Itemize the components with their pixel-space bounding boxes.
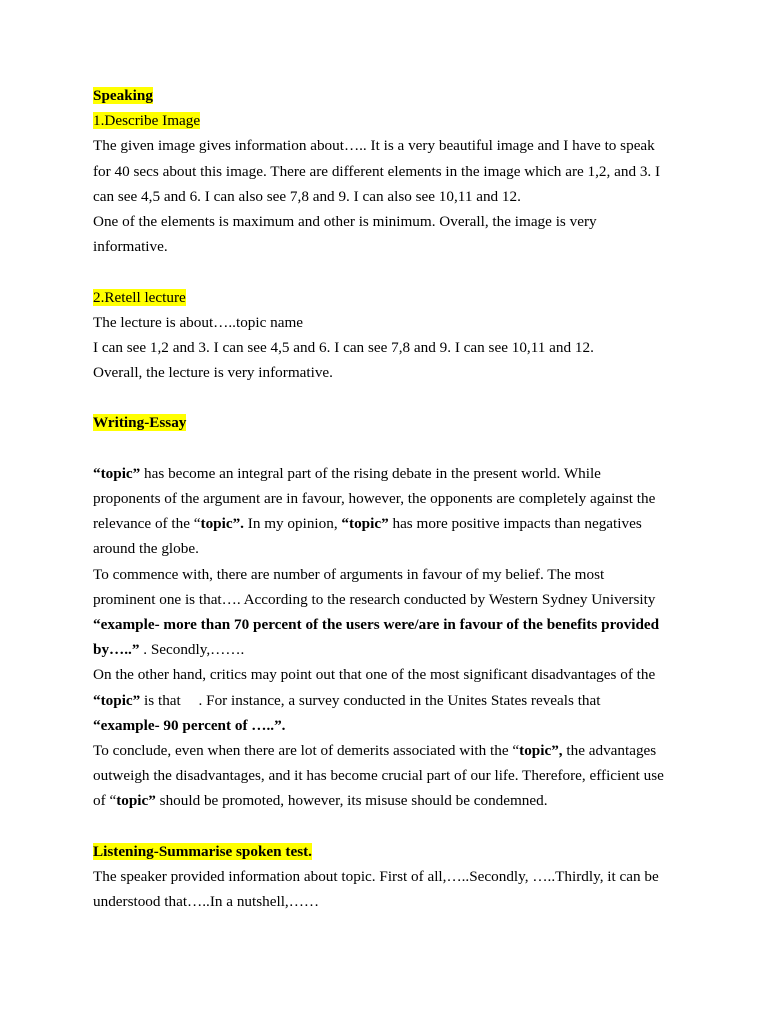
retell-lecture-title: 2.Retell lecture — [93, 288, 186, 306]
topic-bold: “topic” — [341, 515, 389, 533]
spacer — [93, 436, 683, 461]
essay-text: . For instance, a survey conducted in the Unites States reveals that — [198, 691, 601, 709]
essay-text: should be promoted, however, its misuse should be condemned. — [155, 792, 548, 810]
essay-line: On the other hand, critics may point out that one of the most significant disadvantages of the — [93, 666, 656, 684]
essay-text: . Secondly,……. — [139, 641, 245, 659]
listening-line: The speaker provided information about topic. First of all,…..Secondly, …..Thirdly, it can be — [93, 867, 659, 885]
essay-line — [93, 788, 683, 813]
essay-text: of “ — [93, 792, 117, 810]
essay-line — [93, 511, 683, 536]
retell-lecture-line: Overall, the lecture is very informative. — [93, 364, 333, 382]
describe-image-title: 1.Describe Image — [93, 112, 201, 130]
essay-line — [93, 738, 683, 763]
describe-image-line: informative. — [93, 238, 168, 256]
retell-lecture-line: The lecture is about…..topic name — [93, 313, 304, 331]
essay-line: proponents of the argument are in favour, however, the opponents are completely against the — [93, 490, 656, 507]
section-heading-speaking — [93, 83, 683, 108]
essay-line: prominent one is that…. According to the research conducted by Western Sydney University — [93, 590, 656, 608]
essay-text: the advantages — [562, 741, 657, 759]
describe-image-line: One of the elements is maximum and other is minimum. Overall, the image is very — [93, 212, 597, 230]
essay-line: around the globe. — [93, 540, 199, 558]
essay-line: outweigh the disadvantages, and it has become crucial part of our life. Therefore, efficient use — [93, 767, 664, 785]
spacer — [93, 813, 683, 838]
essay-line: To commence with, there are number of arguments in favour of my belief. The most — [93, 565, 605, 583]
describe-image-line: can see 4,5 and 6. I can also see 7,8 and 9. I can also see 10,11 and 12. — [93, 187, 521, 205]
spacer — [93, 385, 683, 410]
listening-line: understood that…..In a nutshell,…… — [93, 893, 320, 910]
essay-text: To conclude, even when there are lot of demerits associated with the “ — [93, 741, 520, 759]
essay-text: relevance of the “ — [93, 515, 201, 533]
listening-heading: Listening-Summarise spoken test. — [93, 842, 312, 860]
topic-bold: topic” — [116, 792, 156, 810]
essay-example-line: “example- 90 percent of …..”. — [93, 716, 286, 734]
example-bold: by…..” — [93, 641, 140, 659]
topic-bold: “topic” — [93, 464, 141, 482]
speaking-heading: Speaking — [93, 87, 153, 104]
topic-bold: topic”, — [519, 741, 563, 759]
retell-lecture-line: I can see 1,2 and 3. I can see 4,5 and 6. I can see 7,8 and 9. I can see 10,11 and 12. — [93, 338, 594, 356]
section-heading-listening — [93, 839, 683, 864]
essay-text: is that — [140, 691, 185, 709]
describe-image-line: for 40 secs about this image. There are different elements in the image which are 1,2, and 3. I — [93, 162, 661, 180]
writing-heading: Writing-Essay — [93, 414, 187, 432]
topic-bold: topic”. — [200, 515, 244, 533]
essay-text: In my opinion, — [243, 515, 342, 533]
section-heading-writing — [93, 410, 683, 435]
essay-line — [93, 637, 683, 662]
topic-bold: “topic” — [93, 691, 141, 709]
document-page — [93, 83, 683, 914]
subheading-describe-image — [93, 108, 683, 133]
subheading-retell-lecture — [93, 285, 683, 310]
essay-text: has more positive impacts than negatives — [388, 515, 642, 533]
essay-text: has become an integral part of the rising debate in the present world. While — [140, 464, 601, 482]
essay-example-line: “example- more than 70 percent of the users were/are in favour of the benefits provided — [93, 615, 660, 633]
describe-image-line: The given image gives information about….. It is a very beautiful image and I have to speak — [93, 137, 655, 155]
essay-line — [93, 688, 683, 713]
spacer — [93, 259, 683, 284]
essay-line — [93, 461, 683, 486]
